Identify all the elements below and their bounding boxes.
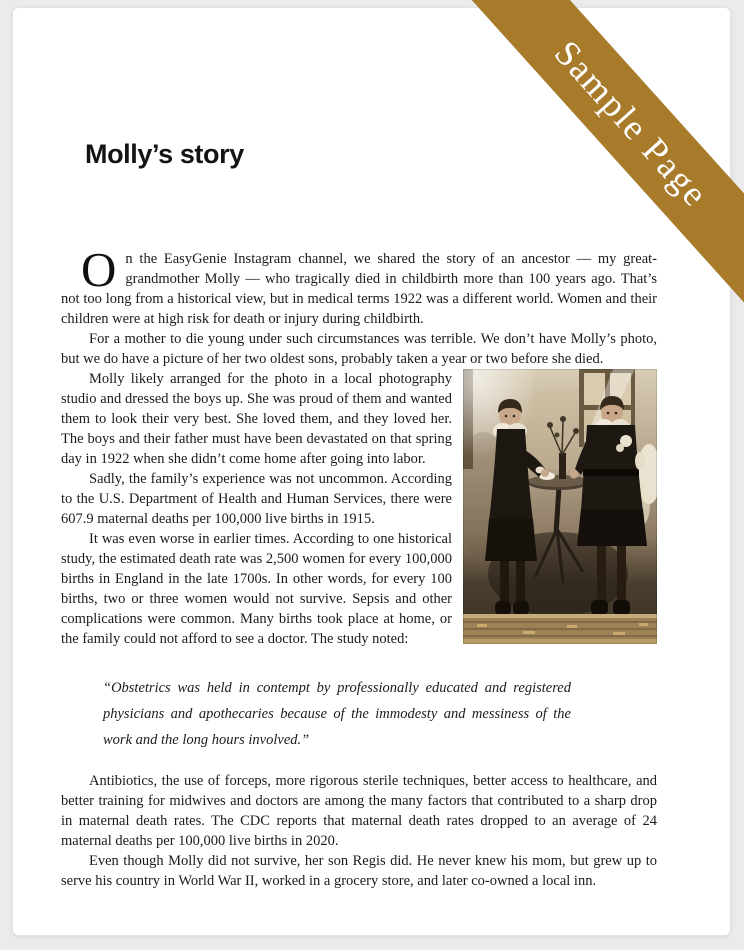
vintage-photo: [463, 369, 657, 644]
drop-cap: O: [81, 242, 117, 297]
rug: [463, 614, 657, 644]
paragraph-text: n the EasyGenie Instagram channel, we shared the story of an ancestor — my great-grandmother Molly — who tragically died in childbirth more than 100 years ago. That’s not too long from a historical view, but in medical terms 1922 was a different world. Women and their children were at high risk for death or injury during childbirth.: [61, 251, 657, 327]
article-body: [61, 242, 657, 891]
paragraph: Sadly, the family’s experience was not uncommon. According to the U.S. Department of Health and Human Services, there were 607.9 maternal deaths per 100,000 live births in 1915.: [61, 471, 452, 527]
vintage-photo-illustration: [463, 369, 657, 644]
ribbon-label: Sample Page: [547, 32, 717, 215]
page-content: [13, 139, 730, 891]
paragraph: Antibiotics, the use of forceps, more rigorous sterile techniques, better access to healthcare, and better training for midwives and doctors are among the many factors that contributed to a sharp drop in maternal death rates. The CDC reports that maternal death rates dropped to an average of 24 maternal deaths per 100,000 live births in 2020.: [61, 773, 657, 849]
study-quote: “Obstetrics was held in contempt by professionally educated and registered physicians and apothecaries because of the immodesty and messiness of the work and the long hours involved.”: [103, 680, 571, 748]
paragraph: For a mother to die young under such circumstances was terrible. We don’t have Molly’s photo, but we do have a picture of her two oldest sons, probably taken a year or two before she died.: [61, 331, 657, 367]
opening-paragraph: [61, 242, 657, 329]
paragraph: Molly likely arranged for the photo in a local photography studio and dressed the boys up. She was proud of them and wanted them to look their very best. She loved them, and they loved her. The boys and their father must have been devastated on that spring day in 1922 when she didn’t come home after going into labor.: [61, 371, 452, 467]
paragraph: It was even worse in earlier times. According to one historical study, the estimated death rate was 2,500 women for every 100,000 births in England in the late 1700s. In other words, for every 100 births, two or three women would not survive. Sepsis and other complications were common. Many births took place at home, or the family could not afford to see a doctor. The study noted:: [61, 531, 452, 647]
paragraph: Even though Molly did not survive, her son Regis did. He never knew his mom, but grew up to serve his country in World War II, worked in a grocery store, and later co-owned a local inn.: [61, 853, 657, 889]
page-title: Molly’s story: [85, 139, 244, 169]
